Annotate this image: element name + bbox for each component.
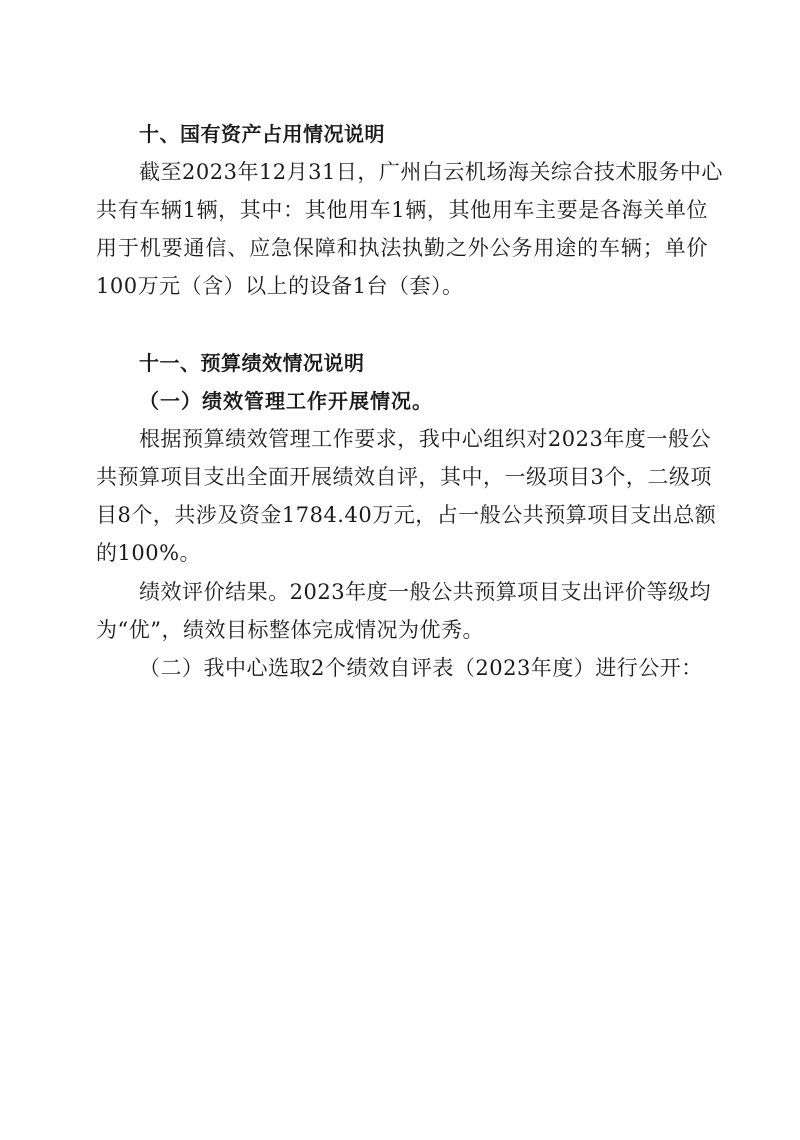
section-11-heading: 十一、预算绩效情况说明 — [139, 351, 365, 375]
section-11-para-2-line-2: 为“优”，绩效目标整体完成情况为优秀。 — [96, 618, 484, 642]
section-10-line-1: 截至2023年12月31日，广州白云机场海关综合技术服务中心 — [139, 160, 723, 184]
section-11-subheading-2: （二）我中心选取2个绩效自评表（2023年度）进行公开： — [139, 656, 703, 680]
section-10-line-2: 共有车辆1辆，其中：其他用车1辆，其他用车主要是各海关单位 — [96, 198, 708, 222]
section-11-para-2-line-1: 绩效评价结果。2023年度一般公共预算项目支出评价等级均 — [139, 580, 711, 604]
section-11-para-1-line-3: 目8个，共涉及资金1784.40万元，占一般公共预算项目支出总额 — [96, 503, 717, 527]
section-11-para-1-line-1: 根据预算绩效管理工作要求，我中心组织对2023年度一般公 — [139, 427, 711, 451]
section-10-line-4: 100万元（含）以上的设备1台（套）。 — [96, 274, 464, 298]
section-11-subheading-1: （一）绩效管理工作开展情况。 — [139, 389, 433, 413]
section-11-para-1-line-2: 共预算项目支出全面开展绩效自评，其中，一级项目3个，二级项 — [96, 465, 712, 489]
section-10-line-3: 用于机要通信、应急保障和执法执勤之外公务用途的车辆；单价 — [96, 236, 708, 260]
section-11-para-1-line-4: 的100%。 — [96, 541, 202, 565]
section-10-heading: 十、国有资产占用情况说明 — [139, 122, 385, 146]
